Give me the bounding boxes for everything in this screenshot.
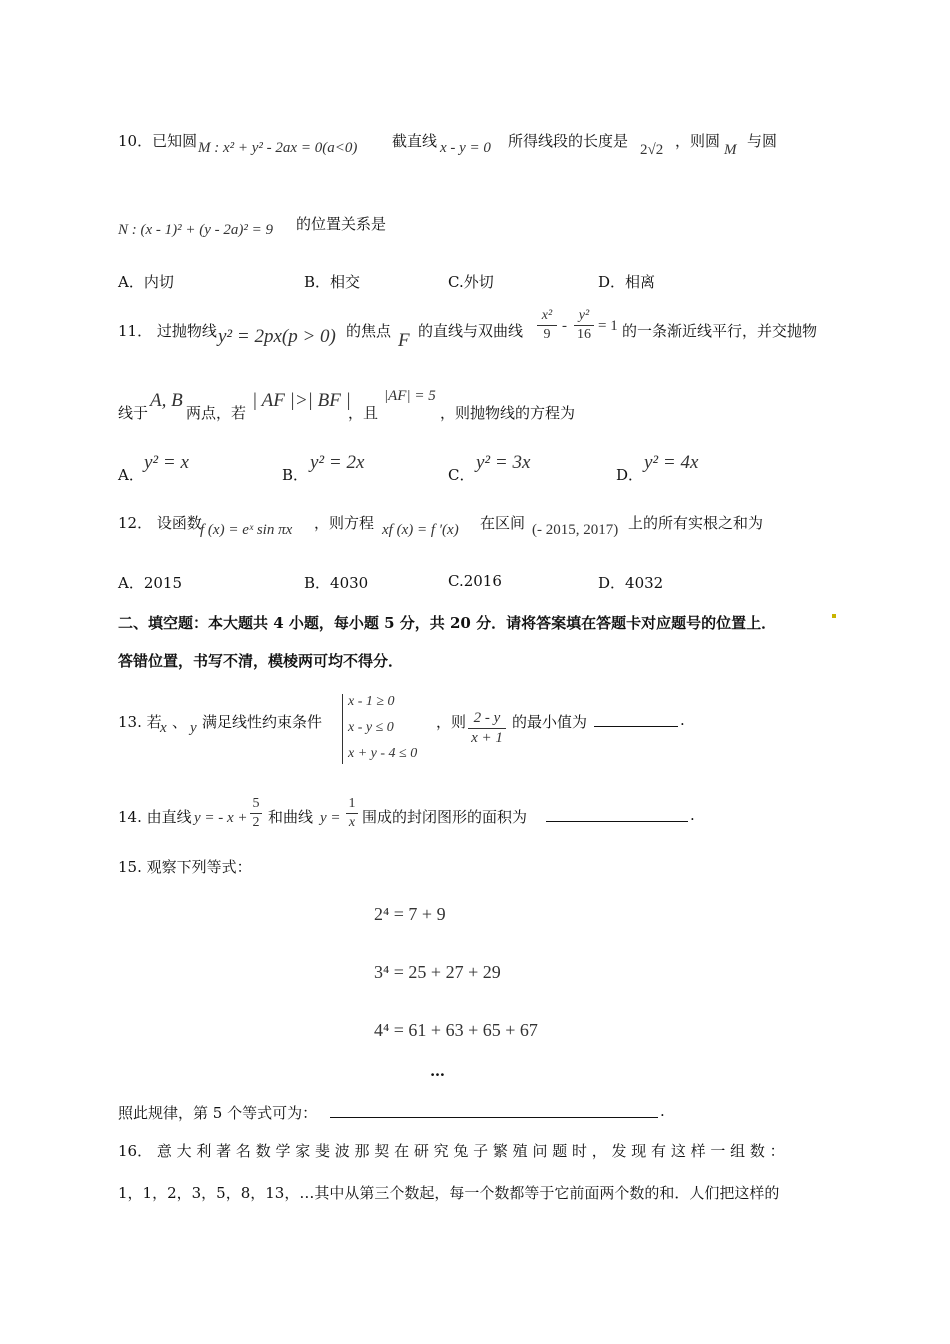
q13-sep: 、 [172, 713, 188, 731]
q13-constraint-1: x - 1 ≥ 0 [348, 694, 395, 709]
q14-line: y = - x + [194, 810, 248, 826]
q10-circle-m: M : x² + y² - 2ax = 0(a<0) [198, 140, 358, 156]
q10-circle-n: N : (x - 1)² + (y - 2a)² = 9 [118, 222, 274, 238]
section2-heading-line1: 二、填空题：本大题共 4 小题，每小题 5 分，共 20 分．请将答案填在答题卡对应题号的位置上． [118, 614, 777, 632]
constraint-brace [342, 694, 343, 764]
q10-text-1: 截直线 [392, 132, 438, 150]
q14-curve: y = [320, 810, 341, 826]
q11-hyp-y-num: y² [578, 308, 590, 323]
q14-f1-den: 2 [252, 815, 260, 830]
q12-text-1: ，则方程 [314, 514, 375, 532]
q13-text-2: ，则 [436, 713, 467, 731]
q11-number: 11． 过抛物线 [118, 322, 217, 340]
q14-answer-blank[interactable] [546, 807, 688, 822]
q14-number: 14. 由直线 [118, 808, 192, 826]
q11-condition: | AF |>| BF | [252, 390, 351, 411]
q10-option-a: A．内切 [118, 273, 174, 291]
q15-number: 15. 观察下列等式： [118, 858, 252, 876]
q12-text-3: 上的所有实根之和为 [628, 514, 764, 532]
q16-line-1: 16． 意 大 利 著 名 数 学 家 斐 波 那 契 在 研 究 兔 子 繁 殖 问 题 时 ， 发 现 有 这 样 一 组 数 ： [118, 1142, 785, 1160]
q11-hyperbola-y-fraction [574, 308, 594, 343]
fraction-bar [250, 813, 262, 814]
q16-line-2: 1，1，2，3，5，8，13，…其中从第三个数起，每一个数都等于它前面两个数的和．人们把这样的 [118, 1184, 780, 1202]
q13-fraction [468, 710, 506, 747]
q13-fraction-den: x + 1 [471, 730, 503, 746]
q14-f2-den: x [348, 815, 356, 830]
q12-function: f (x) = eˣ sin πx [200, 522, 293, 538]
decorative-dot [832, 614, 836, 618]
q10-number: 10．已知圆 [118, 132, 198, 150]
q13-number: 13. 若 [118, 713, 162, 731]
q15-end: . [660, 1102, 665, 1120]
q11-text-7: ，则抛物线的方程为 [440, 404, 576, 422]
q11-parabola: y² = 2px(p > 0) [218, 326, 336, 347]
q11-hyp-x-den: 9 [543, 327, 551, 342]
q14-f2-num: 1 [348, 796, 356, 811]
q11-option-c: y² = 3x [476, 452, 531, 473]
q13-text-3: 的最小值为 [512, 713, 588, 731]
q13-end: . [680, 711, 685, 729]
q11-hyperbola-x-fraction [537, 308, 557, 343]
q11-option-c-letter: C． [448, 466, 475, 484]
q10-line: x - y = 0 [440, 140, 491, 156]
q11-option-a: y² = x [144, 452, 189, 473]
q12-option-a: A．2015 [118, 574, 183, 592]
q14-text-2: 围成的封闭图形的面积为 [362, 808, 528, 826]
q13-answer-blank[interactable] [594, 712, 678, 727]
q10-text-4: 与圆 [747, 132, 778, 150]
q11-option-b: y² = 2x [310, 452, 365, 473]
q12-option-d: D．4032 [598, 574, 664, 592]
q10-text-3: ，则圆 [675, 132, 721, 150]
q11-hyp-eq: = 1 [598, 318, 618, 334]
q11-text-5: 两点，若 [186, 404, 247, 422]
q14-f1-num: 5 [252, 796, 260, 811]
q14-text-1: 和曲线 [268, 808, 314, 826]
q12-interval: (- 2015, 2017) [532, 522, 619, 538]
q15-equation-2: 3⁴ = 25 + 27 + 29 [374, 962, 501, 982]
q11-text-6: ，且 [348, 404, 379, 422]
q15-ellipsis: … [430, 1062, 445, 1080]
fraction-bar [468, 728, 506, 729]
q11-option-d-letter: D． [616, 466, 644, 484]
section2-heading-line2: 答错位置，书写不清，模棱两可均不得分． [118, 652, 404, 670]
q13-fraction-num: 2 - y [473, 710, 501, 726]
q11-focus: F [398, 330, 410, 351]
q11-option-a-letter: A． [118, 466, 144, 484]
q11-hyp-y-den: 16 [577, 327, 591, 342]
q11-option-d: y² = 4x [644, 452, 699, 473]
q11-hyp-x-num: x² [541, 308, 553, 323]
q14-fraction-1 [250, 796, 262, 831]
q12-number: 12． 设函数 [118, 514, 202, 532]
q12-option-b: B．4030 [304, 574, 369, 592]
q12-option-c: C.2016 [448, 572, 502, 590]
q13-y: y [190, 720, 197, 736]
q11-text-4: 线于 [118, 404, 149, 422]
q13-x: x [160, 720, 167, 736]
q13-constraint-2: x - y ≤ 0 [348, 720, 394, 735]
q10-text-2: 所得线段的长度是 [508, 132, 629, 150]
q10-m: M [724, 142, 737, 158]
q11-text-3: 的一条渐近线平行，并交抛物 [622, 322, 818, 340]
fraction-bar [574, 325, 594, 326]
q11-points-ab: A, B [150, 390, 183, 411]
q15-text-1: 照此规律，第 5 个等式可为： [118, 1104, 318, 1122]
q10-option-c: C.外切 [448, 273, 494, 291]
q11-hyp-minus: - [562, 318, 567, 334]
q11-text-1: 的焦点 [346, 322, 392, 340]
q13-constraint-3: x + y - 4 ≤ 0 [348, 746, 418, 761]
q11-text-2: 的直线与双曲线 [418, 322, 524, 340]
q10-option-b: B．相交 [304, 273, 361, 291]
q12-text-2: 在区间 [480, 514, 526, 532]
q10-option-d: D．相离 [598, 273, 656, 291]
q15-answer-blank[interactable] [330, 1103, 658, 1118]
q11-option-b-letter: B． [282, 466, 309, 484]
q13-text-1: 满足线性约束条件 [202, 713, 323, 731]
q10-text-5: 的位置关系是 [296, 215, 387, 233]
q11-af: |AF| = 5 [384, 388, 436, 404]
q15-equation-3: 4⁴ = 61 + 63 + 65 + 67 [374, 1020, 538, 1040]
q15-equation-1: 2⁴ = 7 + 9 [374, 904, 446, 924]
q14-end: . [690, 806, 695, 824]
q14-fraction-2 [346, 796, 358, 831]
q10-length: 2√2 [640, 142, 664, 158]
q12-equation: xf (x) = f ′(x) [382, 522, 459, 538]
fraction-bar [346, 813, 358, 814]
fraction-bar [537, 325, 557, 326]
